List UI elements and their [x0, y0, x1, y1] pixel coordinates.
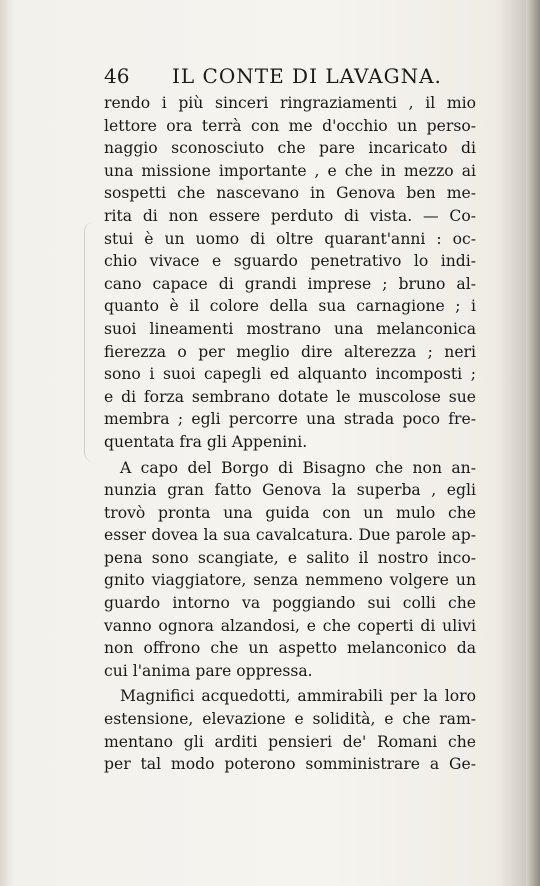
page-header: [104, 64, 442, 92]
text-line: trovò pronta una guida con un mulo che: [104, 503, 476, 522]
paragraph: [104, 685, 476, 775]
text-line: stui è un uomo di oltre quarant'anni : oc-: [104, 229, 476, 248]
paragraph: [104, 92, 476, 454]
text-line: pena sono scangiate, e salito il nostro inco-: [104, 548, 476, 567]
text-line: rita di non essere perduto di vista. — Co-: [104, 206, 476, 225]
text-line: Magnifici acquedotti, ammirabili per la loro: [120, 687, 476, 706]
running-head: IL CONTE DI LAVAGNA.: [172, 64, 442, 88]
text-line: membra ; egli percorre una strada poco fre-: [104, 410, 476, 429]
text-line: cui l'anima pare oppressa.: [104, 661, 313, 680]
text-line: sospetti che nascevano in Genova ben me-: [104, 184, 476, 203]
text-line: per tal modo poterono somministrare a Ge-: [104, 755, 476, 774]
text-line: naggio sconosciuto che pare incaricato di: [104, 139, 476, 158]
text-line: A capo del Borgo di Bisagno che non an-: [120, 458, 476, 477]
text-line: non offrono che un aspetto melanconico da: [104, 639, 476, 658]
text-line: nunzia gran fatto Genova la superba , egli: [104, 481, 476, 500]
text-line: quanto è il colore della sua carnagione ; i: [104, 297, 476, 316]
text-line: e di forza sembrano dotate le muscolose sue: [104, 387, 476, 406]
margin-pencil-mark: [84, 222, 105, 462]
text-line: estensione, elevazione e solidità, e che ram-: [104, 710, 476, 729]
page-number: 46: [104, 64, 130, 88]
text-line: chio vivace e sguardo penetrativo lo indi-: [104, 252, 476, 271]
text-line: rendo i più sinceri ringraziamenti , il mio: [104, 94, 476, 112]
text-line: mentano gli arditi pensieri de' Romani che: [104, 732, 476, 751]
page-edge-shadow: [526, 0, 540, 886]
text-line: suoi lineamenti mostrano una melanconica: [104, 319, 476, 338]
text-line: quentata fra gli Appenini.: [104, 432, 308, 451]
text-line: gnito viaggiatore, senza nemmeno volgere un: [104, 571, 476, 590]
text-line: una missione importante , e che in mezzo ai: [104, 161, 476, 180]
text-line: lettore ora terrà con me d'occhio un perso-: [104, 116, 476, 135]
body-text: [104, 92, 476, 776]
text-line: esser dovea la sua cavalcatura. Due parole ap-: [104, 526, 476, 545]
text-line: sono i suoi capegli ed alquanto incomposti ;: [104, 365, 476, 384]
paragraph: [104, 457, 476, 683]
text-line: guardo intorno va poggiando sui colli che: [104, 594, 476, 613]
text-line: vanno ognora alzandosi, e che coperti di ulivi: [104, 616, 476, 635]
text-line: fierezza o per meglio dire alterezza ; neri: [104, 342, 476, 361]
text-line: cano capace di grandi imprese ; bruno al-: [104, 274, 476, 293]
